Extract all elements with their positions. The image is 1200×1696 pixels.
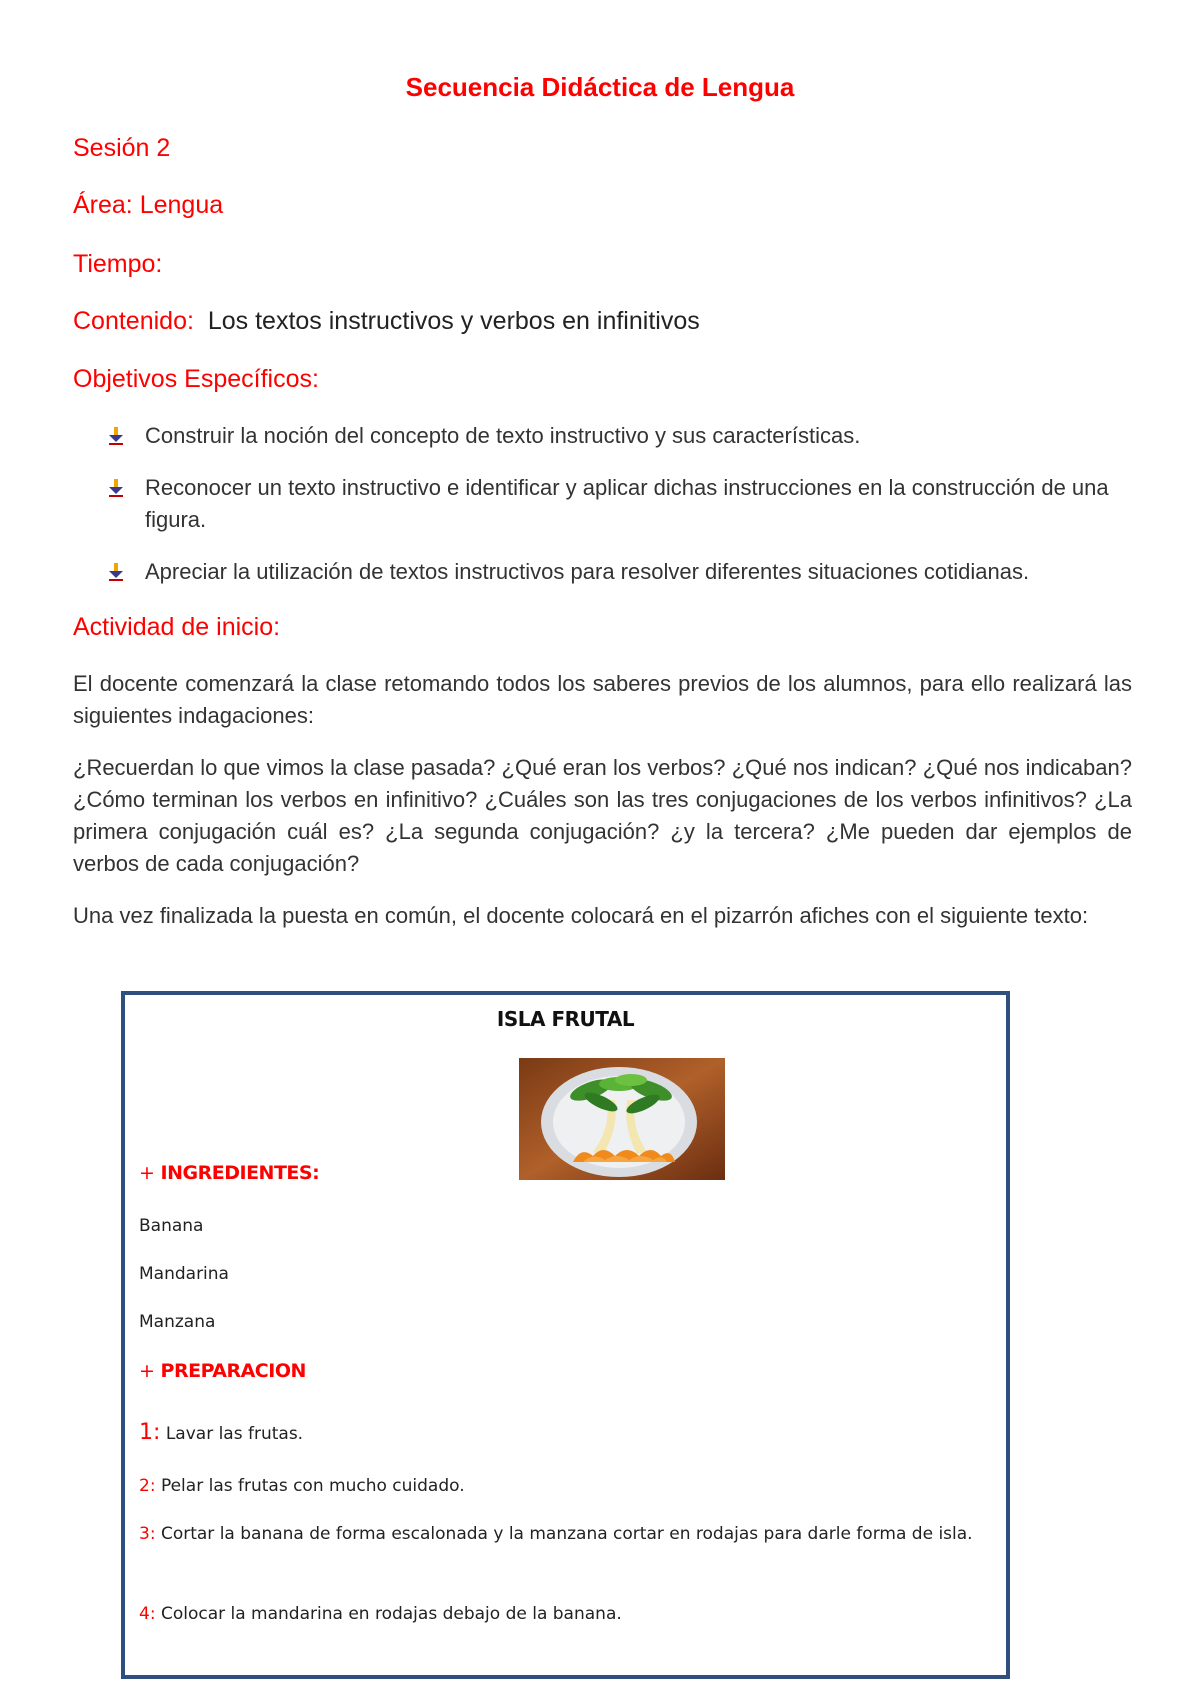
list-item (108, 556, 1138, 588)
activity-paragraph: Una vez finalizada la puesta en común, el docente colocará en el pizarrón afiches con el siguiente texto: (73, 903, 1089, 928)
preparation-step (139, 1599, 999, 1630)
arrow-down-bullet-icon (108, 478, 124, 498)
content-value: Los textos instructivos y verbos en infinitivos (207, 307, 700, 335)
recipe-box (121, 991, 1010, 1679)
ingredient-item: Mandarina (139, 1264, 229, 1284)
list-item (108, 472, 1138, 536)
objectives-list (108, 420, 1138, 608)
fruit-island-photo (519, 1058, 725, 1180)
ingredients-heading (139, 1162, 319, 1184)
step-number: 3: (139, 1524, 156, 1544)
activity-questions: ¿Recuerdan lo que vimos la clase pasada? ¿Qué eran los verbos? ¿Qué nos indican? ¿Qué nos indicaban? ¿Cómo terminan los verbos en infinitivo? ¿Cuáles son las tres conjugaciones de los verbos infinitivos? ¿La primera conjugación cuál es? ¿La segunda conjugación? ¿y la tercera? ¿Me pueden dar ejemplos de verbos de cada conjugación? (73, 755, 1132, 876)
recipe-title: ISLA FRUTAL (496, 1007, 635, 1031)
ingredient-item: Manzana (139, 1312, 216, 1332)
session-heading: Sesión 2 (73, 134, 171, 162)
activity-paragraph: El docente comenzará la clase retomando todos los saberes previos de los alumnos, para ello realizará las siguientes indagaciones: (73, 671, 1132, 728)
plus-icon: + (139, 1360, 155, 1382)
step-text: Pelar las frutas con mucho cuidado. (160, 1476, 465, 1496)
preparation-heading (139, 1360, 306, 1382)
area-heading: Área: Lengua (73, 191, 224, 219)
ingredients-label: INGREDIENTES: (160, 1162, 320, 1184)
objective-text: Apreciar la utilización de textos instructivos para resolver diferentes situaciones cotidianas. (145, 559, 1030, 584)
plus-icon: + (139, 1162, 155, 1184)
preparation-step (139, 1519, 999, 1550)
objective-text: Construir la noción del concepto de texto instructivo y sus características. (145, 423, 861, 448)
step-text: Colocar la mandarina en rodajas debajo de la banana. (160, 1604, 622, 1624)
step-number: 2: (139, 1476, 156, 1496)
time-heading: Tiempo: (73, 250, 163, 278)
preparation-step (139, 1417, 999, 1450)
preparation-step (139, 1471, 999, 1502)
list-item (108, 420, 1138, 452)
objective-text: Reconocer un texto instructivo e identificar y aplicar dichas instrucciones en la construcción de una figura. (145, 475, 1109, 532)
arrow-down-bullet-icon (108, 426, 124, 446)
content-label: Contenido: (73, 307, 194, 335)
step-text: Cortar la banana de forma escalonada y la manzana cortar en rodajas para darle forma de isla. (160, 1524, 973, 1544)
step-number: 4: (139, 1604, 156, 1624)
document-title: Secuencia Didáctica de Lengua (405, 72, 795, 102)
preparation-label: PREPARACION (160, 1360, 306, 1382)
content-heading (73, 306, 700, 336)
objectives-heading: Objetivos Específicos: (73, 365, 319, 393)
arrow-down-bullet-icon (108, 562, 124, 582)
ingredient-item: Banana (139, 1216, 204, 1236)
step-text: Lavar las frutas. (165, 1424, 304, 1444)
activity-heading: Actividad de inicio: (73, 613, 281, 641)
step-number: 1: (139, 1420, 161, 1445)
